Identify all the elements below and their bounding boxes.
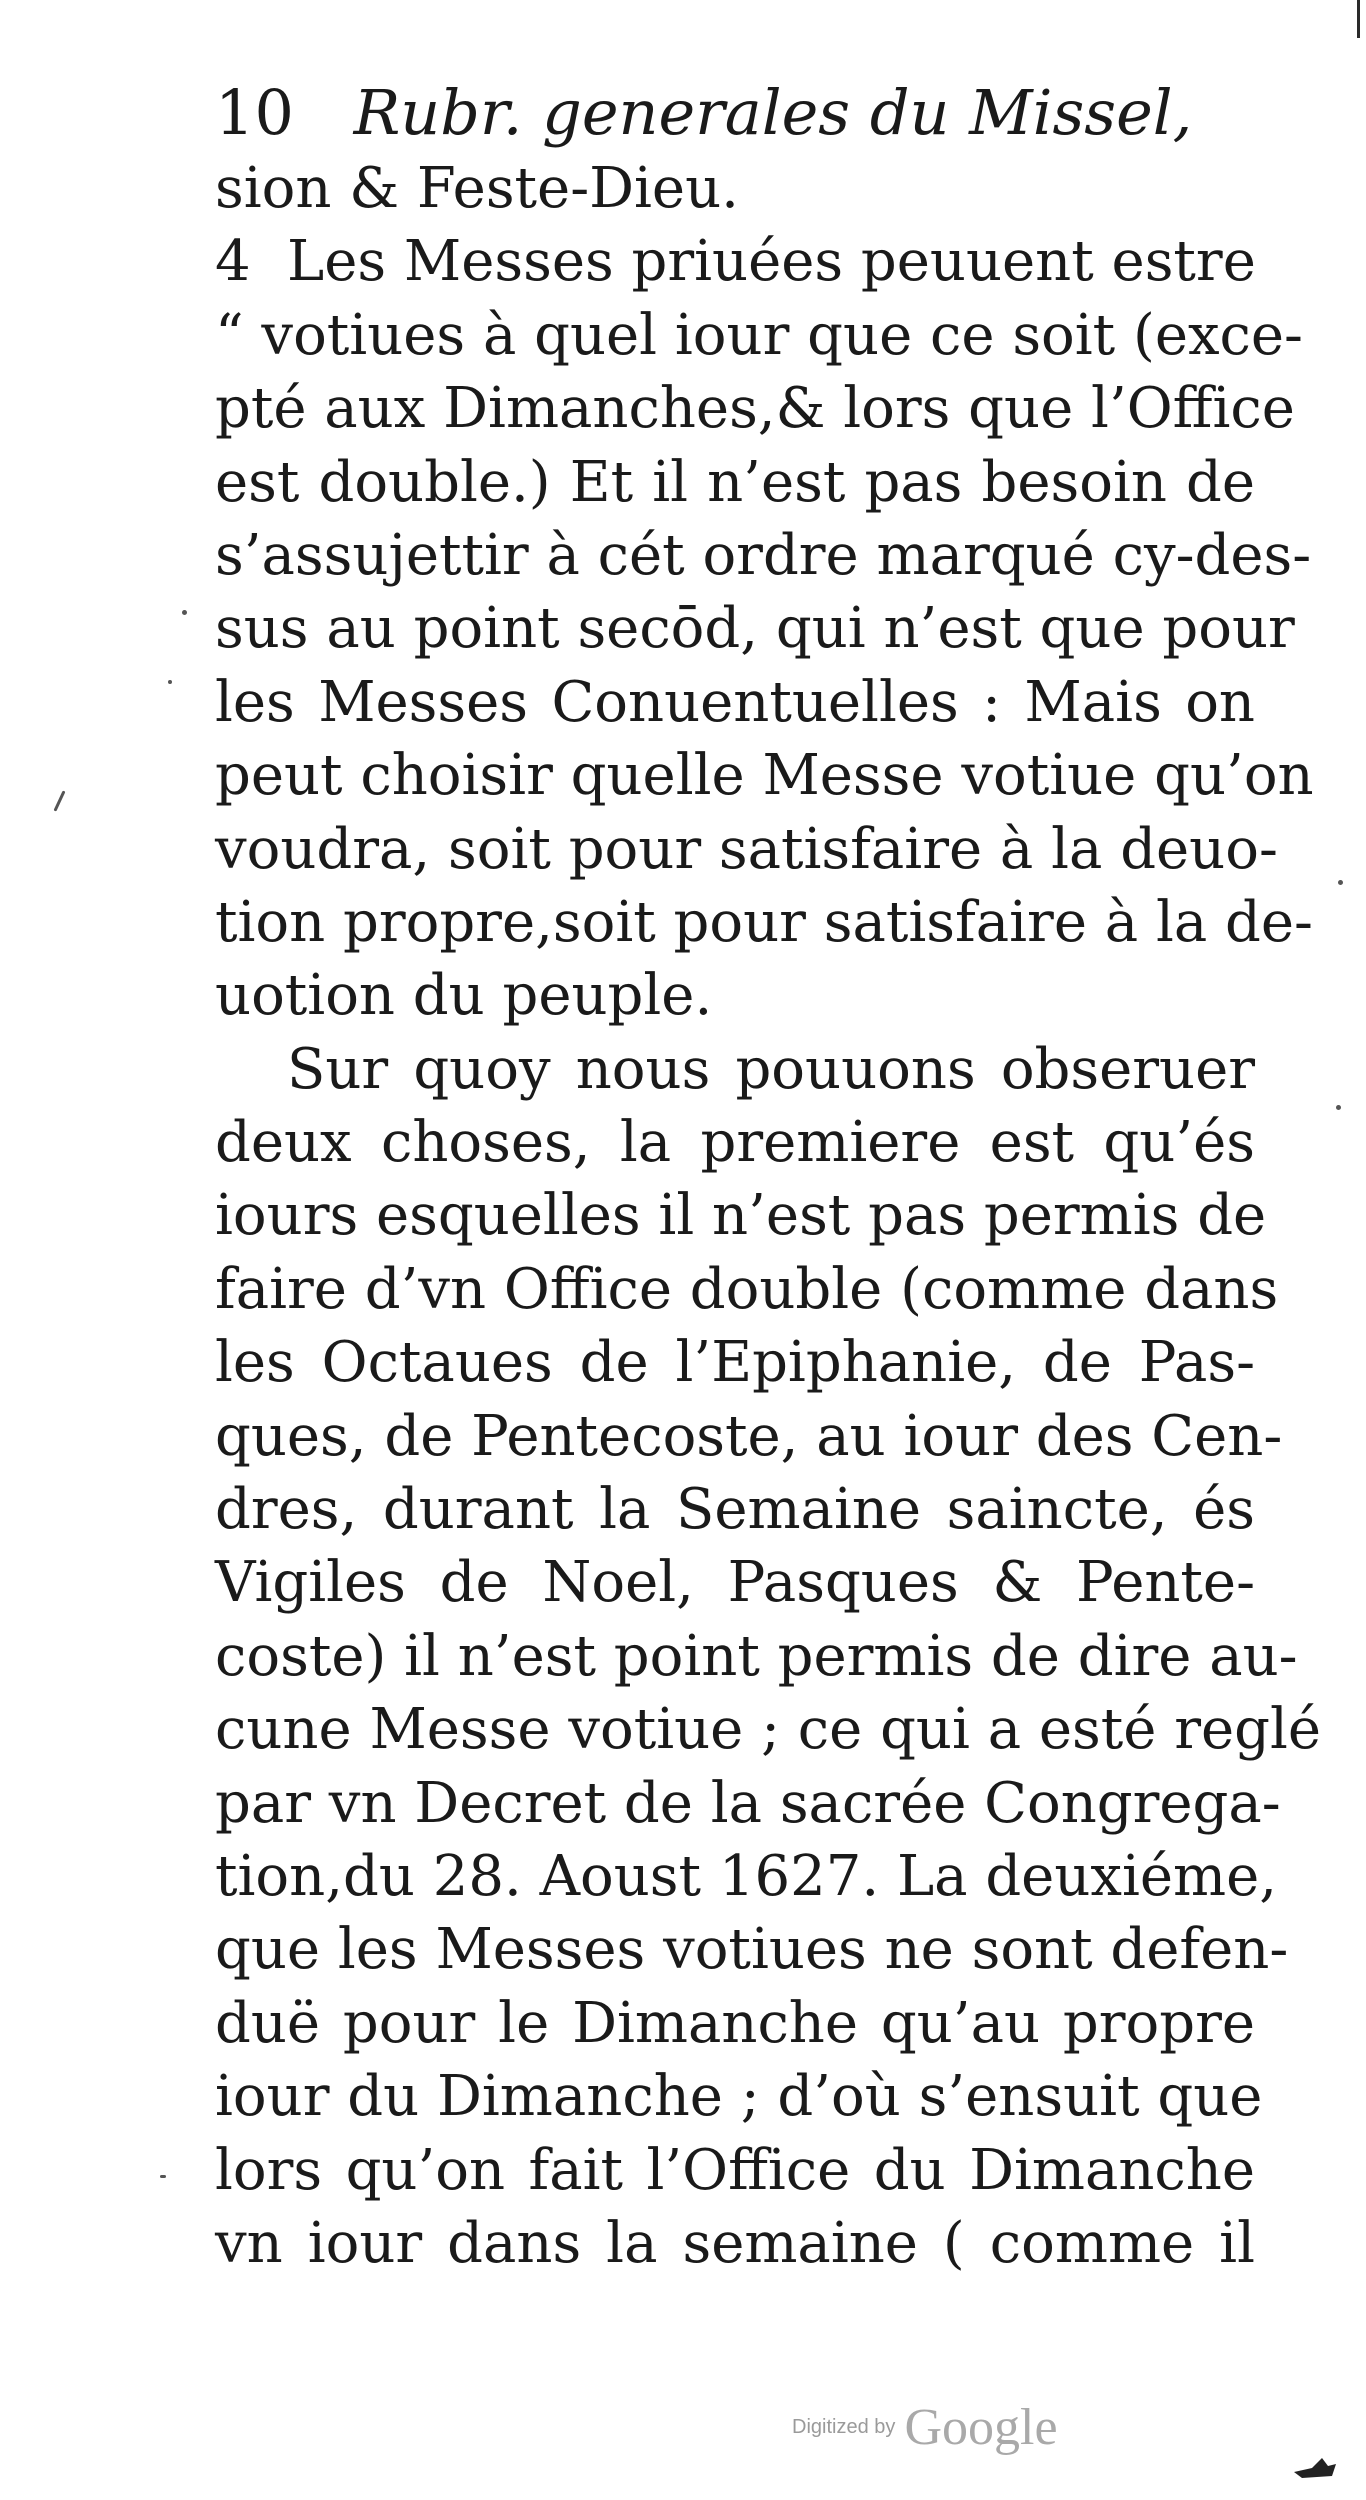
text-line: s’assujettir à cét ordre marqué cy-des- xyxy=(215,522,1312,588)
ink-speck xyxy=(160,2175,166,2178)
text-line: deux choses, la premiere est qu’és xyxy=(215,1110,1255,1176)
text-line: iour du Dimanche ; d’où s’ensuit que xyxy=(215,2064,1263,2130)
text-line: tion,du 28. Aoust 1627. La deuxiéme, xyxy=(215,1843,1278,1909)
text-line: uotion du peuple. xyxy=(215,963,713,1029)
text-line: Vigiles de Noel, Pasques & Pente- xyxy=(215,1550,1255,1616)
text-line: voudra, soit pour satisfaire à la deuo- xyxy=(215,816,1278,882)
text-line-content: Les Messes priuées peuuent estre xyxy=(287,229,1256,295)
text-line: “ votiues à quel iour que ce soit (exce- xyxy=(215,302,1303,368)
text-line: duë pour le Dimanche qu’au propre xyxy=(215,1990,1255,2056)
text-line: Sur quoy nous pouuons obseruer xyxy=(287,1036,1255,1102)
page-number: 10 xyxy=(215,76,294,149)
ink-speck xyxy=(182,610,187,615)
text-line: peut choisir quelle Messe votiue qu’on xyxy=(215,743,1314,809)
text-line: tion propre,soit pour satisfaire à la de- xyxy=(215,889,1313,955)
running-head xyxy=(215,68,1193,158)
text-line xyxy=(215,225,1255,298)
text-line: dres, durant la Semaine saincte, és xyxy=(215,1477,1255,1543)
digitized-by-label: Digitized by xyxy=(792,2416,896,2438)
text-line: sion & Feste-Dieu. xyxy=(215,156,739,221)
text-line: est double.) Et il n’est pas besoin de xyxy=(215,449,1255,515)
text-line: ques, de Pentecoste, au iour des Cen- xyxy=(215,1403,1283,1469)
ink-speck xyxy=(1338,880,1343,885)
text-line: les Messes Conuentuelles : Mais on xyxy=(215,669,1255,735)
ink-speck xyxy=(1336,1105,1341,1110)
text-line: cune Messe votiue ; ce qui a esté reglé xyxy=(215,1697,1322,1763)
text-line: coste) il n’est point permis de dire au- xyxy=(215,1623,1298,1689)
google-logo: Google xyxy=(904,2399,1058,2456)
text-line: sus au point secōd, qui n’est que pour xyxy=(215,596,1295,662)
corner-ink-mark xyxy=(1292,2450,1338,2480)
running-title: Rubr. generales du Missel, xyxy=(353,76,1193,149)
text-line: les Octaues de l’Epiphanie, de Pas- xyxy=(215,1330,1255,1396)
text-line: vn iour dans la semaine ( comme il xyxy=(215,2210,1255,2276)
text-line: que les Messes votiues ne sont defen- xyxy=(215,1917,1289,1983)
text-line: lors qu’on fait l’Office du Dimanche xyxy=(215,2137,1255,2203)
text-line: iours esquelles il n’est pas permis de xyxy=(215,1183,1267,1249)
page-edge-mark xyxy=(1357,0,1360,38)
body-text xyxy=(215,152,1322,2280)
text-line: par vn Decret de la sacrée Congrega- xyxy=(215,1770,1281,1836)
ink-speck xyxy=(53,790,65,811)
ink-speck xyxy=(168,680,172,684)
digitized-watermark xyxy=(792,2398,1058,2458)
text-line: pté aux Dimanches,& lors que l’Office xyxy=(215,376,1295,442)
paragraph-number: 4 xyxy=(215,229,251,295)
text-line: faire d’vn Office double (comme dans xyxy=(215,1256,1279,1322)
